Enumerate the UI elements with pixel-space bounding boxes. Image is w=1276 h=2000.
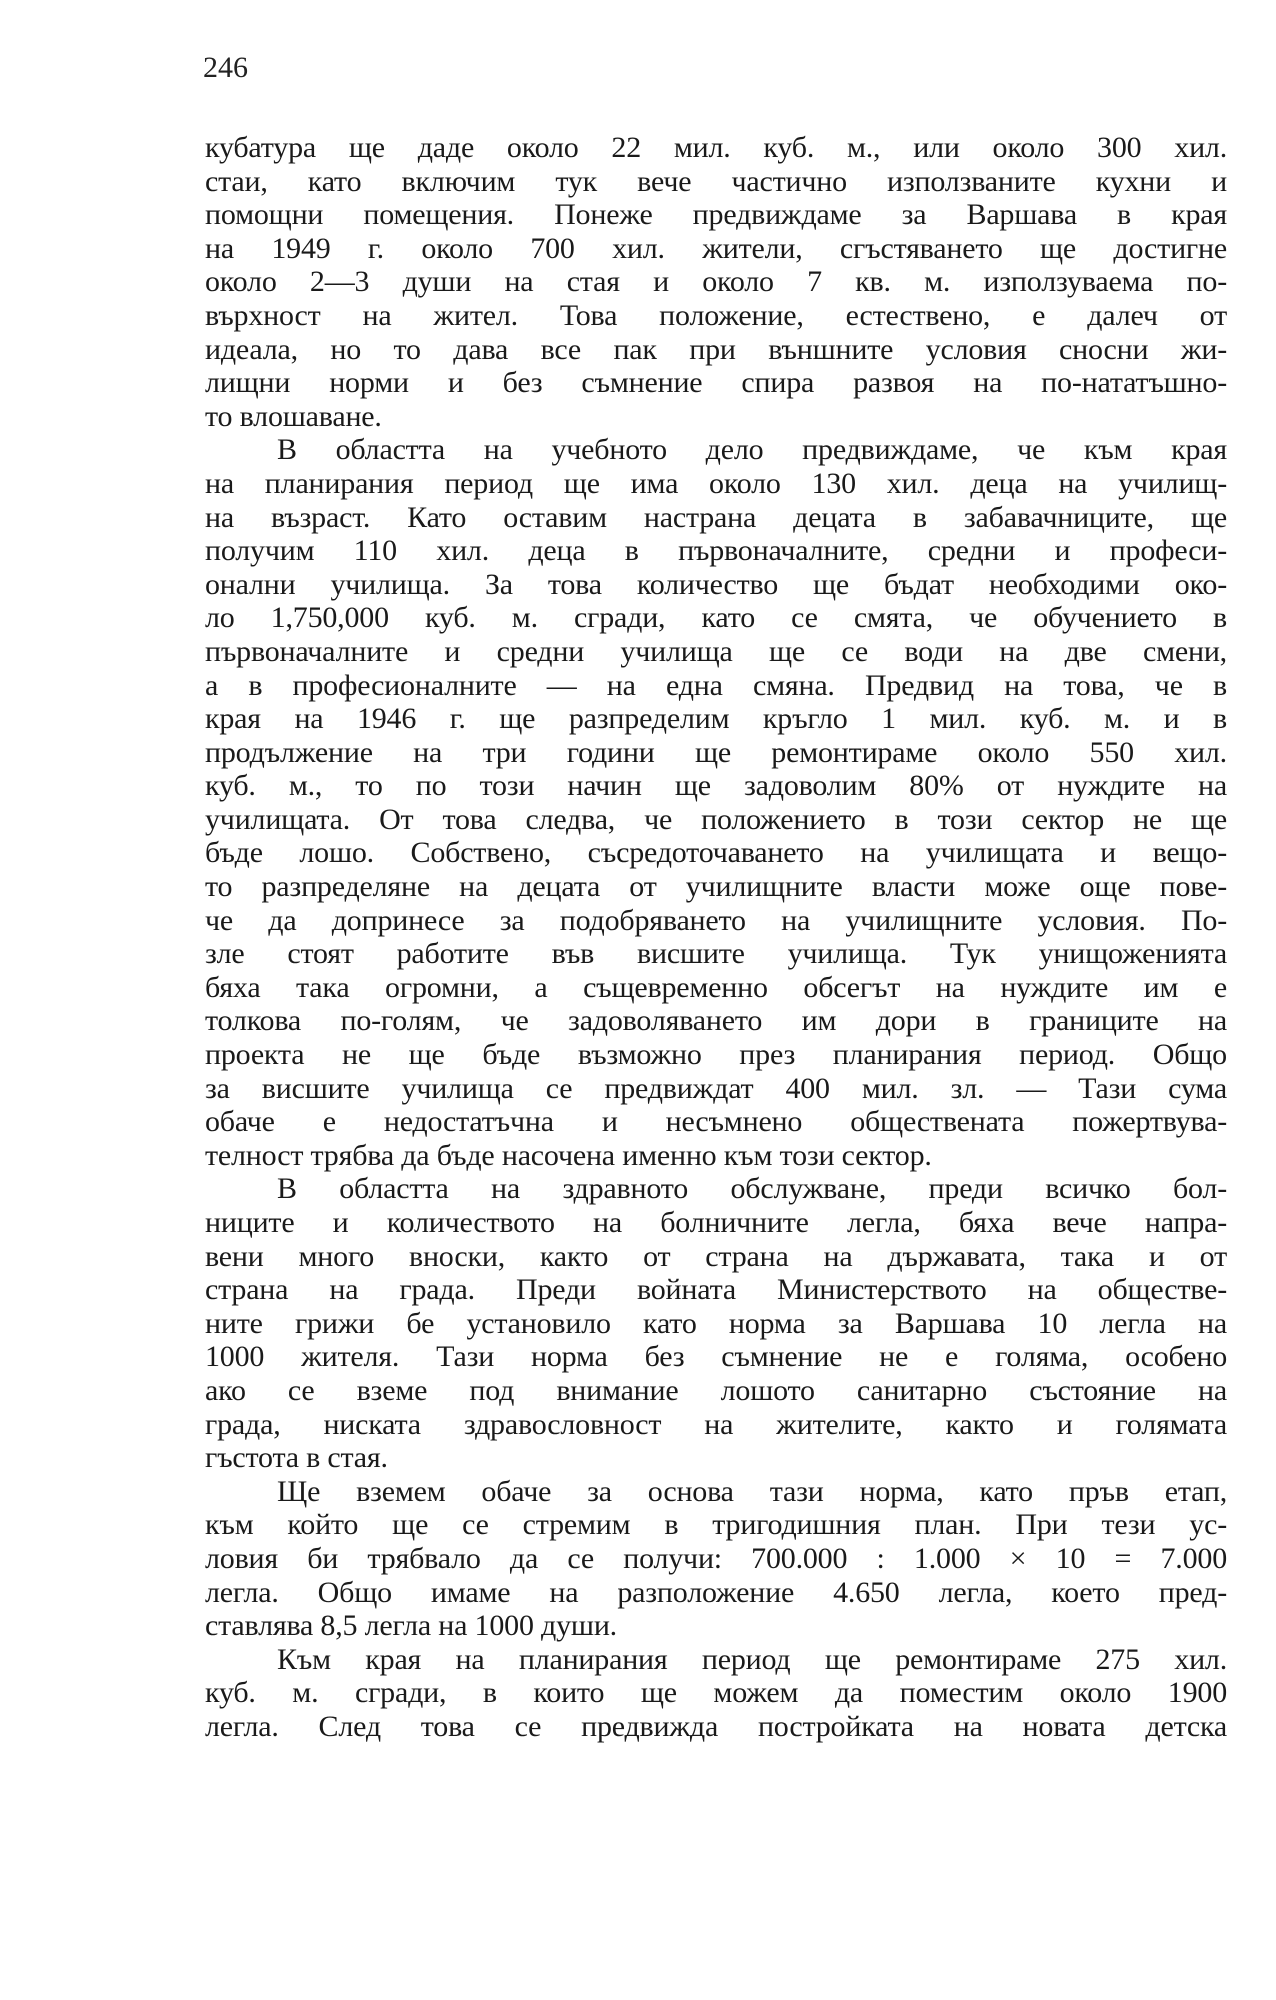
body-text [205, 131, 1227, 1744]
text-line: 1000 жителя. Тази норма без съмнение не е голяма, особено [205, 1340, 1227, 1374]
text-line: а в професионалните — на една смяна. Предвид на това, че в [205, 668, 1227, 702]
text-line: върхност на жител. Това положение, естествено, е далеч от [205, 298, 1227, 332]
text-line: телност трябва да бъде насочена именно към този сектор. [205, 1138, 932, 1172]
text-line: Към края на планирания период ще ремонтираме 275 хил. [277, 1642, 1227, 1676]
text-line: края на 1946 г. ще разпределим кръгло 1 мил. куб. м. и в [205, 702, 1227, 736]
text-line: около 2—3 души на стая и около 7 кв. м. използуваема по- [205, 265, 1227, 299]
text-line: училищата. От това следва, че положението в този сектор не ще [205, 802, 1227, 836]
paragraph [205, 433, 1227, 1172]
text-line: страна на града. Преди войната Министерството на обществе- [205, 1273, 1227, 1307]
text-line: гъстота в стая. [205, 1441, 388, 1475]
text-line: легла. Общо имаме на разположение 4.650 легла, което пред- [205, 1575, 1227, 1609]
text-line: на възраст. Като оставим настрана децата в забавачниците, ще [205, 500, 1227, 534]
text-line: получим 110 хил. деца в първоначалните, средни и професи- [205, 534, 1227, 568]
text-line: че да допринесе за подобряването на училищните условия. По- [205, 903, 1227, 937]
text-line: на планирания период ще има около 130 хил. деца на училищ- [205, 466, 1227, 500]
text-line: В областта на здравното обслужване, преди всичко бол- [277, 1172, 1227, 1206]
text-line: В областта на учебното дело предвиждаме, че към края [277, 433, 1227, 467]
page-number: 246 [203, 51, 248, 84]
text-line: лищни норми и без съмнение спира развоя на по-нататъшно- [205, 366, 1227, 400]
text-line: бяха така огромни, а същевременно обсегът на нуждите им е [205, 970, 1227, 1004]
text-line: зле стоят работите във висшите училища. Тук унищоженията [205, 937, 1227, 971]
text-line: проекта не ще бъде възможно през планирания период. Общо [205, 1038, 1227, 1072]
text-line: помощни помещения. Понеже предвиждаме за Варшава в края [205, 198, 1227, 232]
paragraph [205, 1475, 1227, 1643]
text-line: то влошаване. [205, 399, 382, 433]
text-line: продължение на три години ще ремонтираме около 550 хил. [205, 735, 1227, 769]
text-line: ако се вземе под внимание лошото санитарно състояние на [205, 1373, 1227, 1407]
text-line: към който ще се стремим в тригодишния план. При тези ус- [205, 1508, 1227, 1542]
text-line: кубатура ще даде около 22 мил. куб. м., или около 300 хил. [205, 131, 1227, 164]
text-line: обаче е недостатъчна и несъмнено обществената пожертвува- [205, 1105, 1227, 1139]
text-line: на 1949 г. около 700 хил. жители, сгъстяването ще достигне [205, 231, 1227, 265]
text-line: идеала, но то дава все пак при външните условия сносни жи- [205, 332, 1227, 366]
text-line: толкова по-голям, че задоволяването им дори в границите на [205, 1004, 1227, 1038]
text-line: легла. След това се предвижда постройката на новата детска [205, 1709, 1227, 1743]
text-line: ло 1,750,000 куб. м. сгради, като се смята, че обучението в [205, 601, 1227, 635]
text-line: ставлява 8,5 легла на 1000 души. [205, 1609, 617, 1643]
paragraph [205, 131, 1227, 433]
text-line: вени много вноски, както от страна на държавата, така и от [205, 1239, 1227, 1273]
text-line: ните грижи бе установило като норма за Варшава 10 легла на [205, 1306, 1227, 1340]
text-line: куб. м., то по този начин ще задоволим 80% от нуждите на [205, 769, 1227, 803]
text-line: града, ниската здравословност на жителите, както и голямата [205, 1407, 1227, 1441]
text-line: за висшите училища се предвиждат 400 мил. зл. — Тази сума [205, 1071, 1227, 1105]
text-line: ниците и количеството на болничните легла, бяха вече напра- [205, 1206, 1227, 1239]
text-line: първоначалните и средни училища ще се води на две смени, [205, 634, 1227, 668]
paragraph [205, 1172, 1227, 1474]
text-line: бъде лошо. Собствено, съсредоточаването на училищата и вещо- [205, 836, 1227, 870]
text-line: ловия би трябвало да се получи: 700.000 : 1.000 × 10 = 7.000 [205, 1541, 1227, 1575]
text-line: стаи, като включим тук вече частично използваните кухни и [205, 164, 1227, 198]
text-line: онални училища. За това количество ще бъдат необходими око- [205, 567, 1227, 601]
text-line: Ще вземем обаче за основа тази норма, като пръв етап, [277, 1474, 1227, 1508]
text-line: куб. м. сгради, в които ще можем да поместим около 1900 [205, 1676, 1227, 1710]
paragraph [205, 1643, 1227, 1744]
text-line: то разпределяне на децата от училищните власти може още пове- [205, 870, 1227, 904]
